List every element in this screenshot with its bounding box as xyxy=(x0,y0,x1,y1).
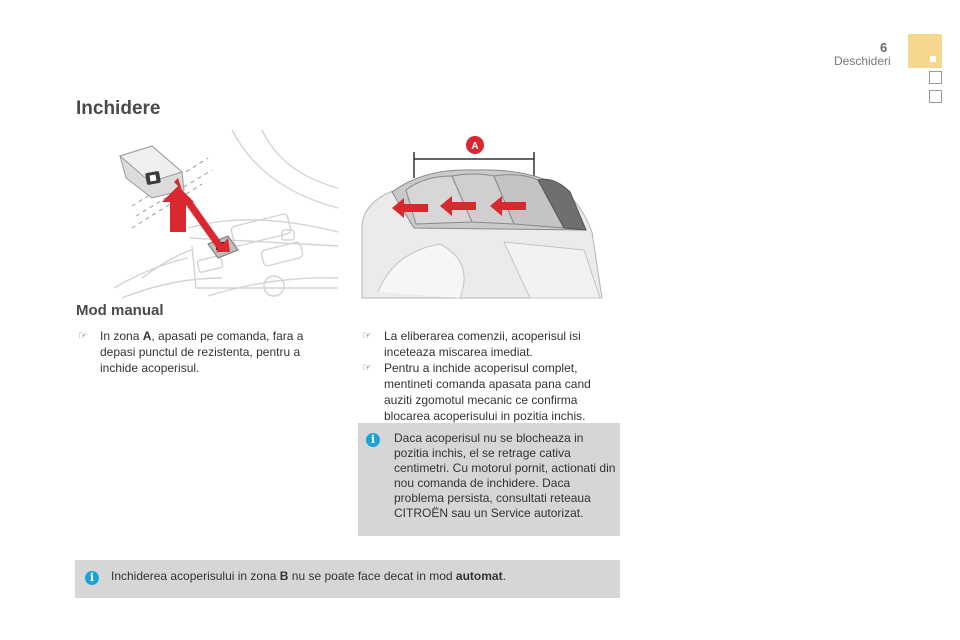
page-title: Inchidere xyxy=(76,98,161,119)
bullet-marker-icon: ☞ xyxy=(362,362,372,374)
chapter-tab-dot xyxy=(930,56,936,62)
right-bullet-list xyxy=(362,328,612,424)
section-title: Deschideri xyxy=(834,54,891,68)
list-item: ☞ In zona A, apasati pe comanda, fara a depasi punctul de rezistenta, pentru a inchide acoperisul. xyxy=(78,329,304,375)
chapter-tab-box xyxy=(929,90,942,103)
list-item: ☞ Pentru a inchide acoperisul complet, mentineti comanda apasata pana cand auziti zgomotul mecanic ce confirma blocarea acoperisului in pozitia inchis. xyxy=(362,361,591,423)
chapter-tab-active xyxy=(908,34,942,68)
chapter-tab-box xyxy=(929,71,942,84)
list-item: ☞ La eliberarea comenzii, acoperisul isi inceteaza miscarea imediat. xyxy=(362,329,581,359)
bottom-note xyxy=(75,560,620,598)
info-icon: i xyxy=(85,571,99,585)
page-number: 6 xyxy=(880,40,888,55)
bullet-marker-icon: ☞ xyxy=(362,330,372,342)
info-icon: i xyxy=(366,433,380,447)
bullet-marker-icon: ☞ xyxy=(78,330,88,342)
bottom-note-text: Inchiderea acoperisului in zona B nu se poate face decat in mod automat. xyxy=(111,569,506,583)
info-box-text: Daca acoperisul nu se blocheaza in pozitia inchis, el se retrage cativa centimetri. Cu motorul pornit, actionati din nou comanda de inchidere. Daca problema persista, consultati reteaua CITROËN sau un Service autorizat. xyxy=(394,431,616,520)
zone-a-label: A xyxy=(471,141,479,152)
roof-closing-illustration xyxy=(354,132,616,300)
manual-mode-title: Mod manual xyxy=(76,302,164,319)
roof-switch-illustration xyxy=(112,128,340,300)
info-box xyxy=(358,423,620,536)
left-bullet-list xyxy=(78,328,318,376)
